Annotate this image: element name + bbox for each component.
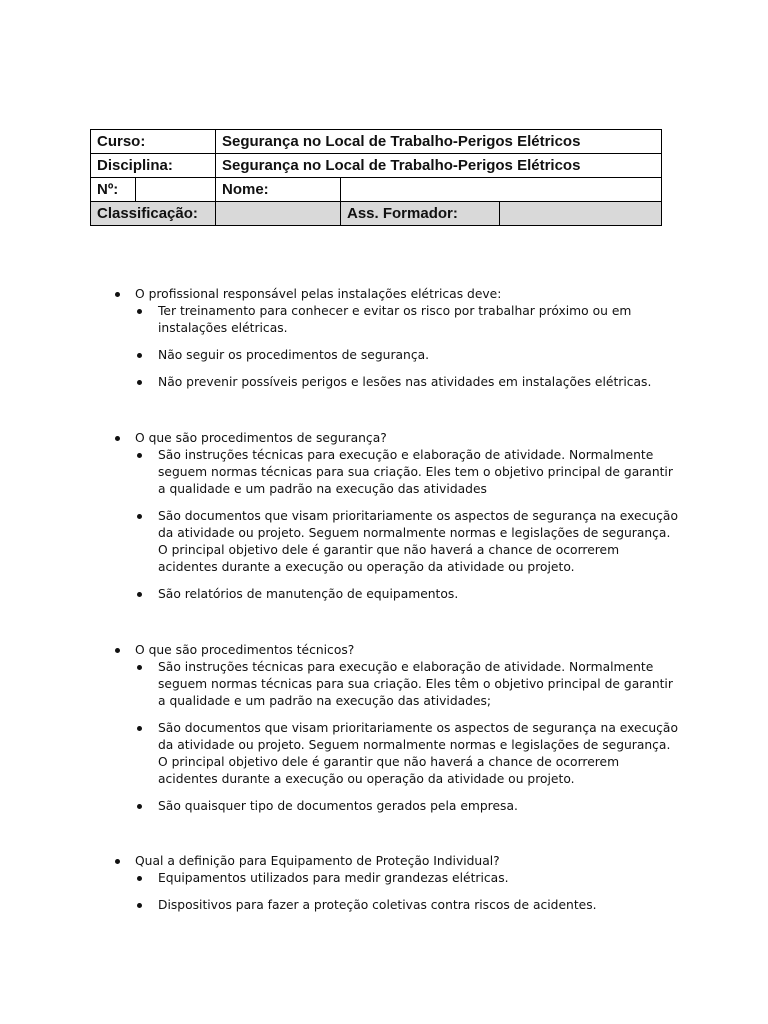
answer-text: São instruções técnicas para execução e elaboração de atividade. Normalmente seguem normas técnicas para sua criação. Eles tem o objetivo principal de garantir a qualidade e um padrão na execução das atividades	[158, 448, 673, 496]
question-block	[0, 286, 768, 401]
answer-option[interactable]	[0, 897, 678, 914]
curso-label: Curso:	[91, 130, 216, 154]
answer-option[interactable]	[0, 586, 678, 603]
question-item	[0, 853, 768, 870]
bullet-icon	[115, 292, 120, 297]
bullet-icon	[137, 380, 142, 385]
answer-option[interactable]	[0, 374, 678, 391]
question-text: O profissional responsável pelas instalações elétricas deve:	[135, 287, 502, 301]
question-item	[0, 642, 768, 659]
answer-option[interactable]	[0, 659, 678, 710]
answer-option[interactable]	[0, 303, 678, 337]
bullet-icon	[137, 353, 142, 358]
answer-text: Equipamentos utilizados para medir grandezas elétricas.	[158, 871, 509, 885]
answer-text: São documentos que visam prioritariamente os aspectos de segurança na execução da atividade ou projeto. Seguem normalmente normas e legislações de segurança. O principal objetivo dele é garantir que não haverá a chance de ocorrerem acidentes durante a execução ou operação da atividade ou projeto.	[158, 509, 678, 574]
bullet-icon	[137, 876, 142, 881]
formador-field[interactable]	[500, 202, 662, 226]
disciplina-row	[91, 154, 662, 178]
question-block	[0, 853, 768, 924]
answer-text: São relatórios de manutenção de equipamentos.	[158, 587, 459, 601]
classificacao-row	[91, 202, 662, 226]
answer-text: São documentos que visam prioritariamente os aspectos de segurança na execução da atividade ou projeto. Seguem normalmente normas e legislações de segurança. O principal objetivo dele é garantir que não haverá a chance de ocorrerem acidentes durante a execução ou operação da atividade ou projeto.	[158, 721, 678, 786]
bullet-icon	[137, 903, 142, 908]
classificacao-field[interactable]	[216, 202, 341, 226]
bullet-icon	[137, 514, 142, 519]
header-table	[90, 129, 662, 226]
bullet-icon	[115, 648, 120, 653]
answer-option[interactable]	[0, 798, 678, 815]
formador-label: Ass. Formador:	[341, 202, 500, 226]
nome-label: Nome:	[216, 178, 341, 202]
question-text: Qual a definição para Equipamento de Proteção Individual?	[135, 854, 500, 868]
answer-option[interactable]	[0, 508, 678, 576]
disciplina-label: Disciplina:	[91, 154, 216, 178]
answer-option[interactable]	[0, 870, 678, 887]
bullet-icon	[115, 436, 120, 441]
bullet-icon	[137, 453, 142, 458]
answer-text: Ter treinamento para conhecer e evitar os risco por trabalhar próximo ou em instalações elétricas.	[158, 304, 632, 335]
answer-text: São instruções técnicas para execução e elaboração de atividade. Normalmente seguem normas técnicas para sua criação. Eles têm o objetivo principal de garantir a qualidade e um padrão na execução das atividades;	[158, 660, 673, 708]
answer-text: São quaisquer tipo de documentos gerados pela empresa.	[158, 799, 518, 813]
answer-option[interactable]	[0, 720, 678, 788]
bullet-icon	[137, 665, 142, 670]
classificacao-label: Classificação:	[91, 202, 216, 226]
curso-row	[91, 130, 662, 154]
answer-option[interactable]	[0, 347, 678, 364]
bullet-icon	[137, 592, 142, 597]
question-text: O que são procedimentos técnicos?	[135, 643, 355, 657]
bullet-icon	[115, 859, 120, 864]
question-item	[0, 430, 768, 447]
question-block	[0, 430, 768, 613]
curso-value: Segurança no Local de Trabalho-Perigos Elétricos	[216, 130, 662, 154]
answer-option[interactable]	[0, 447, 678, 498]
numero-label: Nº:	[91, 178, 136, 202]
disciplina-value: Segurança no Local de Trabalho-Perigos Elétricos	[216, 154, 662, 178]
answer-text: Dispositivos para fazer a proteção coletivas contra riscos de acidentes.	[158, 898, 597, 912]
question-item	[0, 286, 768, 303]
nome-field[interactable]	[341, 178, 662, 202]
answer-text: Não prevenir possíveis perigos e lesões nas atividades em instalações elétricas.	[158, 375, 652, 389]
bullet-icon	[137, 309, 142, 314]
question-block	[0, 642, 768, 825]
numero-nome-row	[91, 178, 662, 202]
answer-text: Não seguir os procedimentos de segurança.	[158, 348, 430, 362]
question-text: O que são procedimentos de segurança?	[135, 431, 387, 445]
bullet-icon	[137, 726, 142, 731]
numero-field[interactable]	[136, 178, 216, 202]
bullet-icon	[137, 804, 142, 809]
